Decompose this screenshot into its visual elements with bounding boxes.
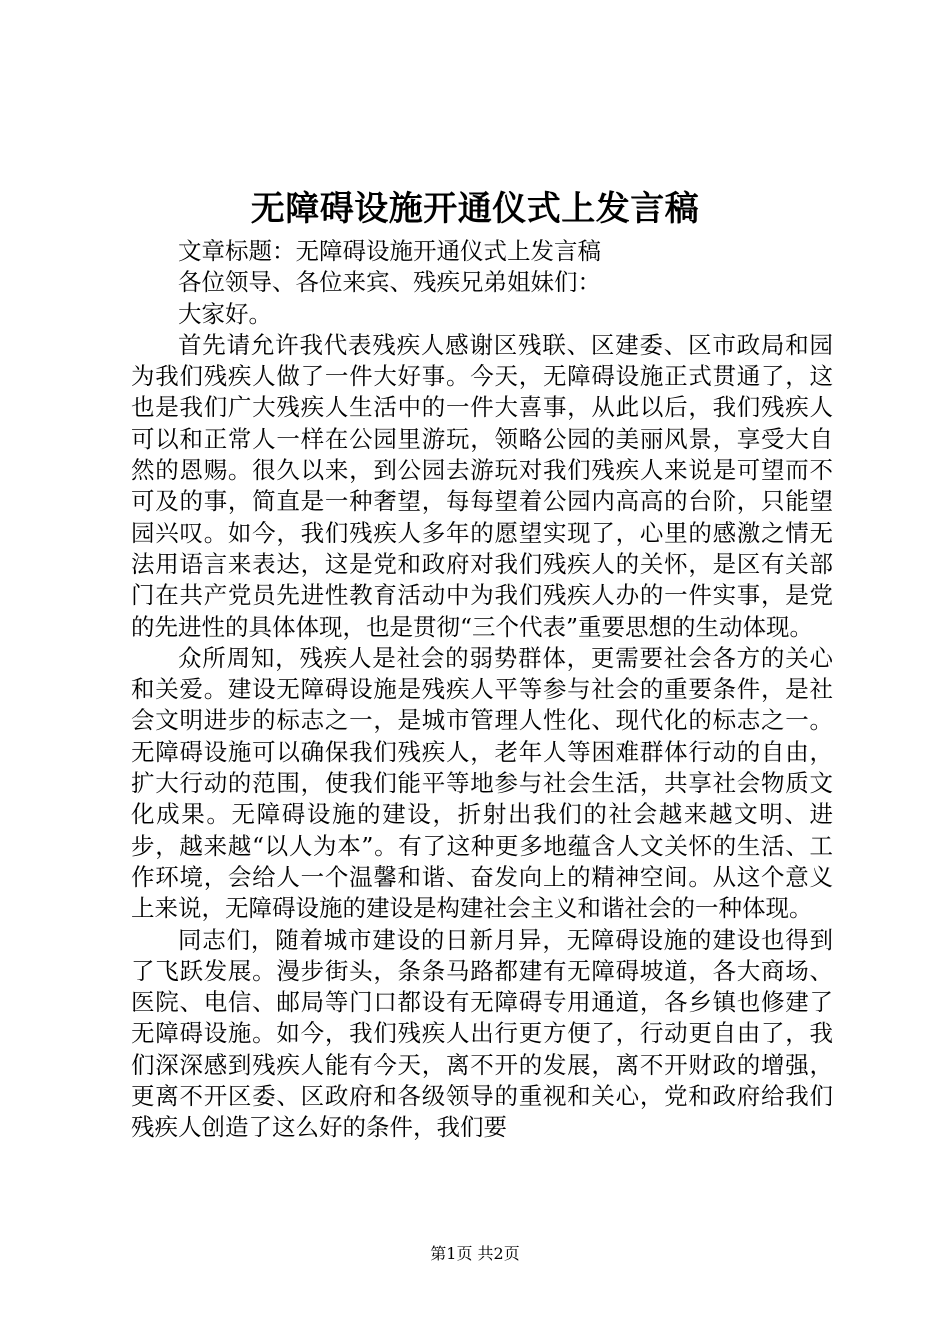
body-paragraph: 同志们，随着城市建设的日新月异，无障碍设施的建设也得到了飞跃发展。漫步街头，条条马路都建有无障碍坡道，各大商场、医院、电信、邮局等门口都设有无障碍专用通道，各乡镇也修建了无障碍设施。如今，我们残疾人出行更方便了，行动更自由了，我们深深感到残疾人能有今天，离不开的发展，离不开财政的增强，更离不开区委、区政府和各级领导的重视和关心，党和政府给我们残疾人创造了这么好的条件，我们要: [131, 925, 833, 1142]
page-number-footer: 第1页 共2页: [430, 1244, 520, 1263]
document-body: [131, 236, 833, 1144]
body-paragraph: 众所周知，残疾人是社会的弱势群体，更需要社会各方的关心和关爱。建设无障碍设施是残疾人平等参与社会的重要条件，是社会文明进步的标志之一，是城市管理人性化、现代化的标志之一。无障碍设施可以确保我们残疾人，老年人等困难群体行动的自由，扩大行动的范围，使我们能平等地参与社会生活，共享社会物质文化成果。无障碍设施的建设，折射出我们的社会越来越文明、进步，越来越“以人为本”。有了这种更多地蕴含人文关怀的生活、工作环境，会给人一个温馨和谐、奋发向上的精神空间。从这个意义上来说，无障碍设施的建设是构建社会主义和谐社会的一种体现。: [131, 643, 833, 923]
salutation: 各位领导、各位来宾、残疾兄弟姐妹们：: [178, 268, 601, 297]
greeting: 大家好。: [178, 299, 272, 328]
document-title: 无障碍设施开通仪式上发言稿: [250, 189, 700, 229]
body-paragraph: 首先请允许我代表残疾人感谢区残联、区建委、区市政局和园为我们残疾人做了一件大好事。今天，无障碍设施正式贯通了，这也是我们广大残疾人生活中的一件大喜事，从此以后，我们残疾人可以和正常人一样在公园里游玩，领略公园的美丽风景，享受大自然的恩赐。很久以来，到公园去游玩对我们残疾人来说是可望而不可及的事，简直是一种奢望，每每望着公园内高高的台阶，只能望园兴叹。如今，我们残疾人多年的愿望实现了，心里的感激之情无法用语言来表达，这是党和政府对我们残疾人的关怀，是区有关部门在共产党员先进性教育活动中为我们残疾人办的一件实事，是党的先进性的具体体现，也是贯彻“三个代表”重要思想的生动体现。: [131, 330, 833, 641]
article-title-line: 文章标题：无障碍设施开通仪式上发言稿: [178, 237, 601, 265]
